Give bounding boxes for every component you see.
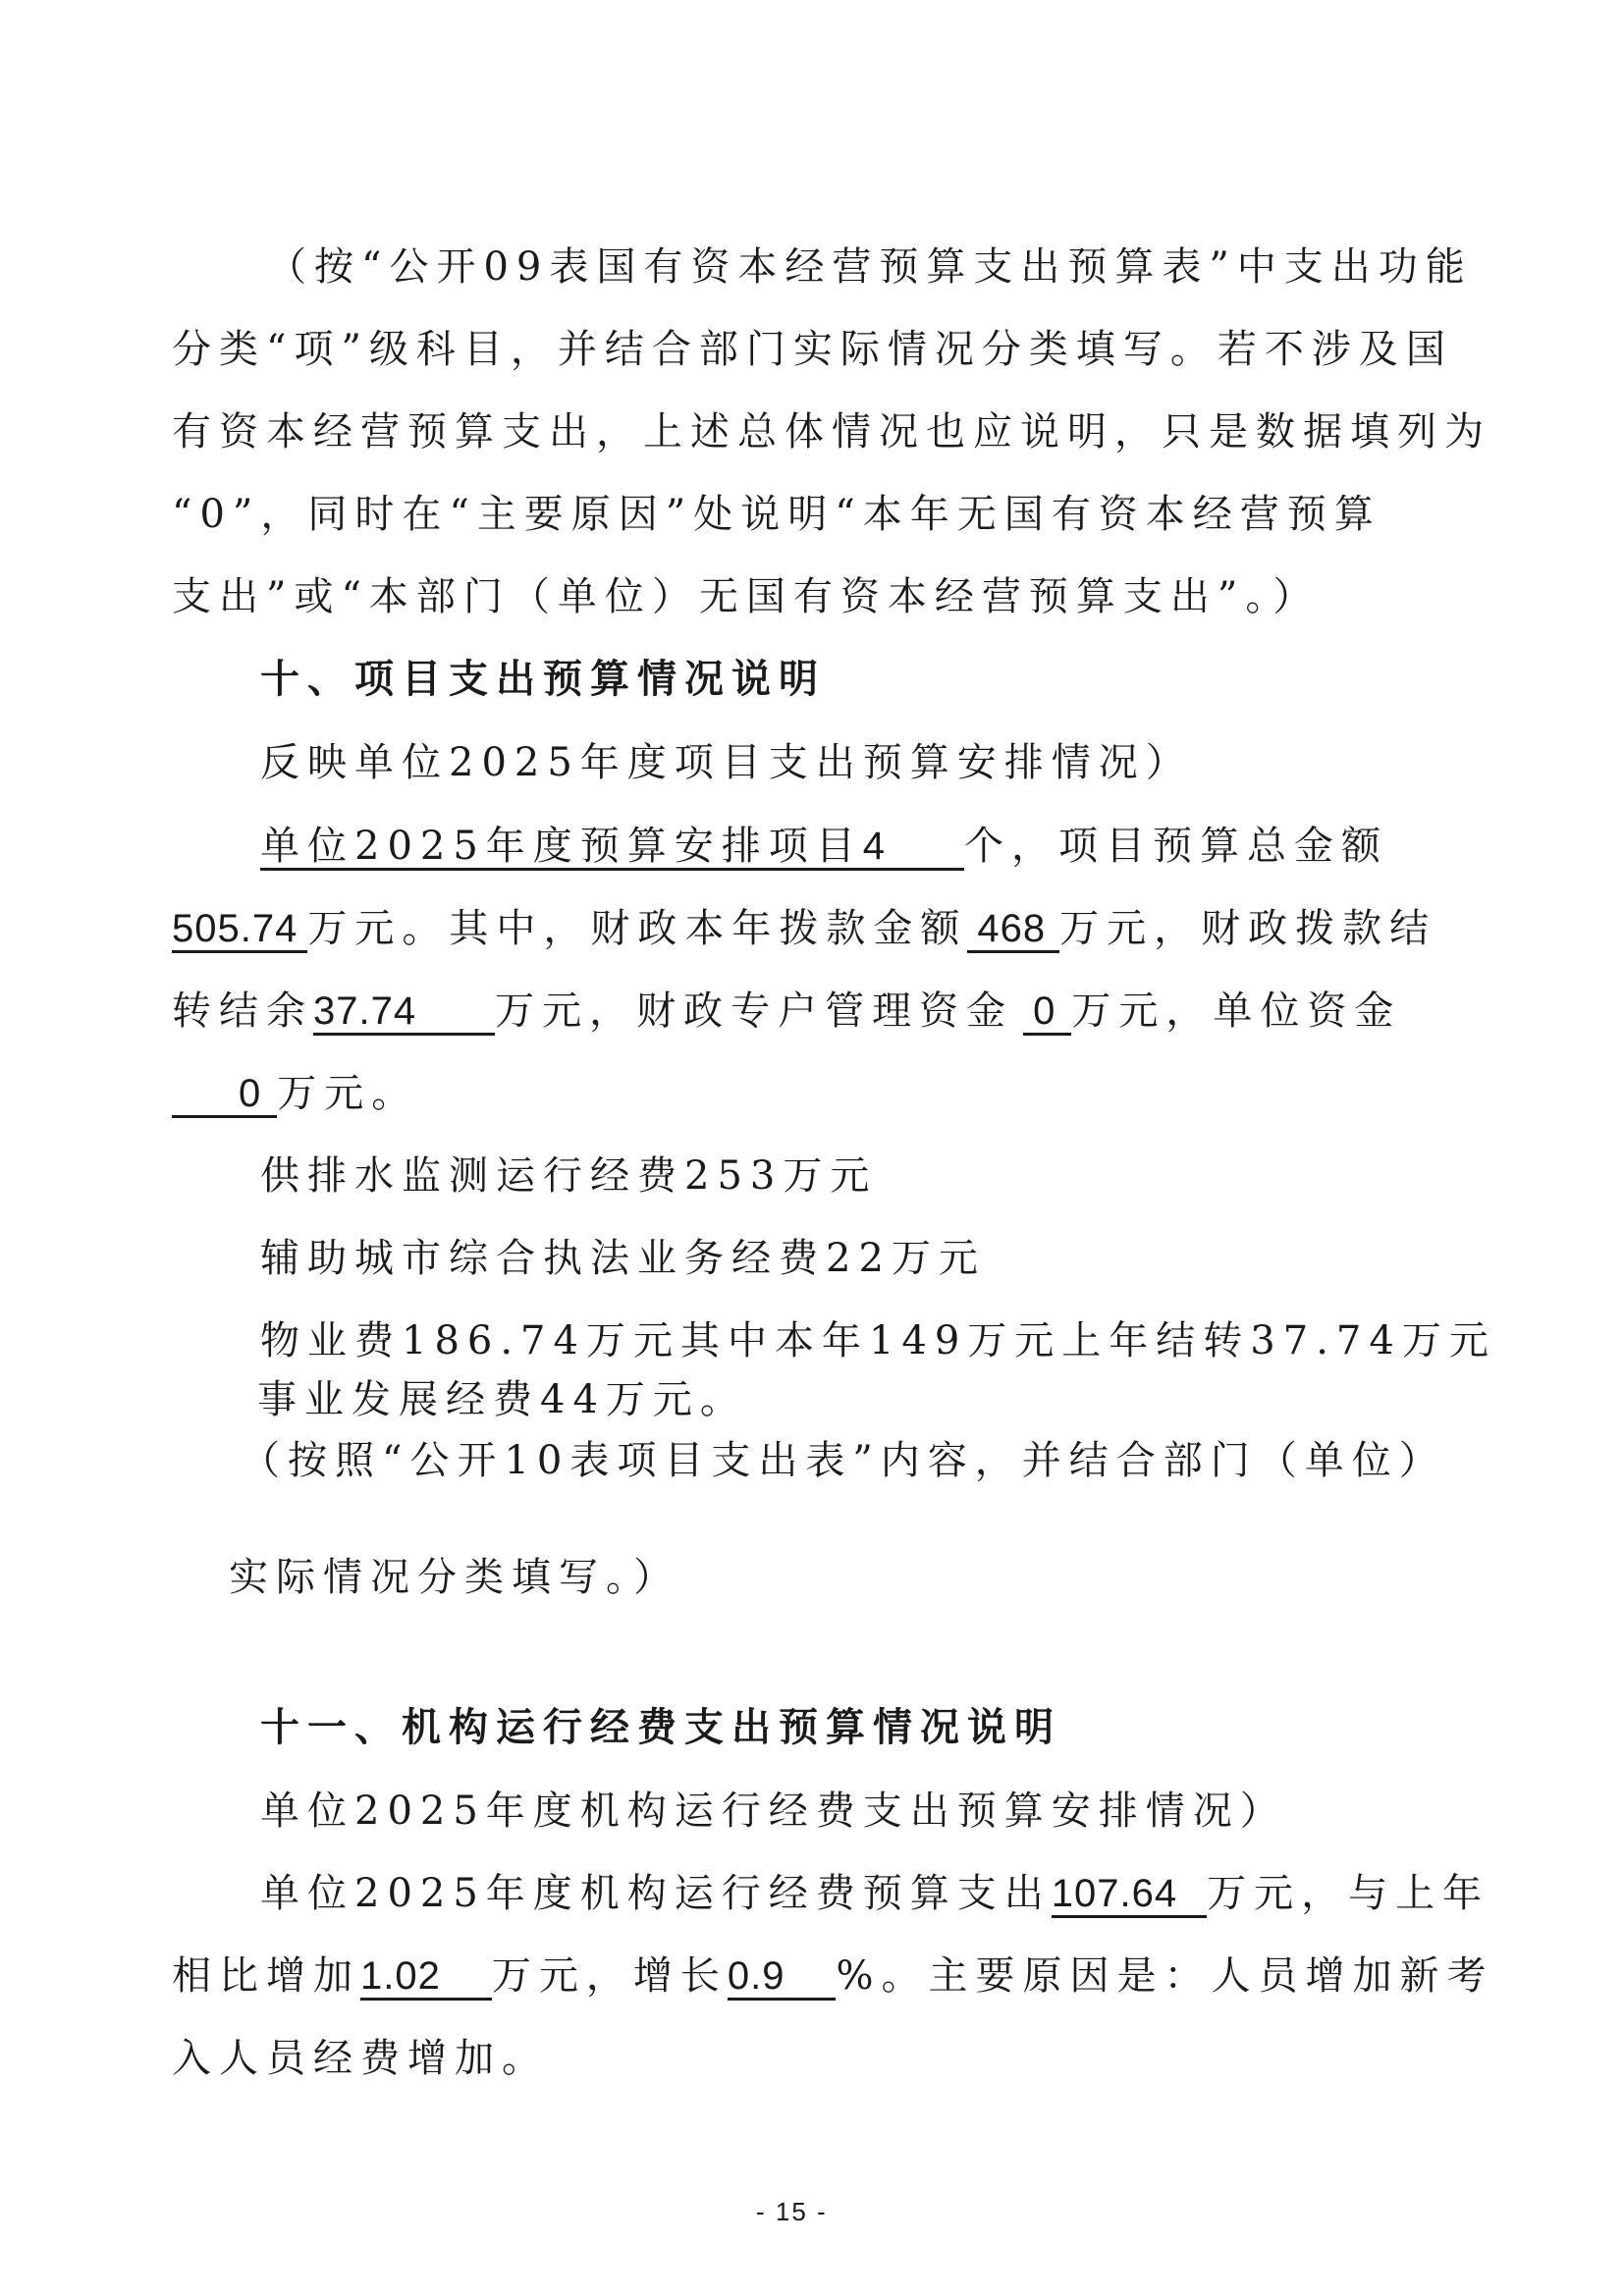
section-11-heading: 十一、机构运行经费支出预算情况说明	[260, 1704, 1061, 1750]
page-number: - 15 -	[756, 2197, 828, 2226]
section-10-para-line-2	[172, 906, 1437, 953]
para-text: 单位2025年度机构运行经费预算支出	[260, 1871, 1052, 1916]
section-10-subtitle: 反映单位2025年度项目支出预算安排情况）	[260, 740, 1193, 785]
section-11-subtitle: 单位2025年度机构运行经费支出预算安排情况）	[260, 1789, 1287, 1834]
project-item: 供排水监测运行经费253万元	[260, 1153, 878, 1199]
para-text: 个，项目预算总金额	[964, 824, 1389, 869]
section-10-heading: 十、项目支出预算情况说明	[260, 656, 826, 702]
project-item: 事业发展经费44万元。	[257, 1377, 747, 1422]
para-text: 单位2025年度预算安排项目	[260, 824, 863, 869]
para-text: 万元，与上年	[1207, 1871, 1490, 1916]
section-10-para-line-3	[172, 988, 1402, 1036]
project-item: 辅助城市综合执法业务经费22万元	[260, 1236, 986, 1281]
total-amount-value: 505.74	[172, 909, 307, 953]
unit-funds-value: 0	[172, 1074, 277, 1118]
section-10-para-line-1	[260, 824, 1389, 871]
para-text: 相比增加	[172, 1953, 360, 1999]
note-line-2: 分类“项”级科目，并结合部门实际情况分类填写。若不涉及国	[172, 327, 1453, 372]
increase-value: 1.02	[360, 1956, 492, 2001]
project-count-value: 4	[863, 827, 964, 871]
para-text: %。主要原因是：人员增加新考	[836, 1953, 1494, 1999]
para-text: 万元，单位资金	[1071, 988, 1402, 1034]
section-10-note-line-1: （按照“公开10表项目支出表”内容，并结合部门（单位）	[241, 1438, 1446, 1483]
note-line-4: “0”，同时在“主要原因”处说明“本年无国有资本经营预算	[172, 492, 1381, 537]
section-11-para-line-1	[260, 1871, 1490, 1918]
section-11-para-line-3: 入人员经费增加。	[172, 2036, 549, 2081]
note-line-5: 支出”或“本部门（单位）无国有资本经营预算支出”。）	[172, 574, 1321, 619]
special-account-value: 0	[1023, 991, 1071, 1036]
para-text: 万元，增长	[491, 1953, 728, 1999]
carryover-value: 37.74	[313, 991, 495, 1036]
note-line-3: 有资本经营预算支出，上述总体情况也应说明，只是数据填列为	[172, 409, 1491, 454]
note-line-1: （按“公开09表国有资本经营预算支出预算表”中支出功能	[267, 244, 1473, 290]
para-text: 万元。	[277, 1071, 419, 1116]
para-text: 万元，财政拨款结	[1059, 906, 1437, 951]
operating-amount-value: 107.64	[1052, 1874, 1207, 1918]
para-text: 万元。其中，财政本年拨款金额	[307, 906, 968, 951]
project-item: 物业费186.74万元其中本年149万元上年结转37.74万元	[260, 1318, 1496, 1363]
para-text: 万元，财政专户管理资金	[495, 988, 1014, 1034]
section-10-para-line-4	[172, 1071, 419, 1118]
growth-value: 0.9	[728, 1956, 837, 2001]
appropriation-value: 468	[967, 909, 1059, 953]
para-text: 转结余	[172, 988, 313, 1034]
section-10-note-line-2: 实际情况分类填写。）	[229, 1555, 680, 1600]
section-11-para-line-2	[172, 1953, 1494, 2001]
